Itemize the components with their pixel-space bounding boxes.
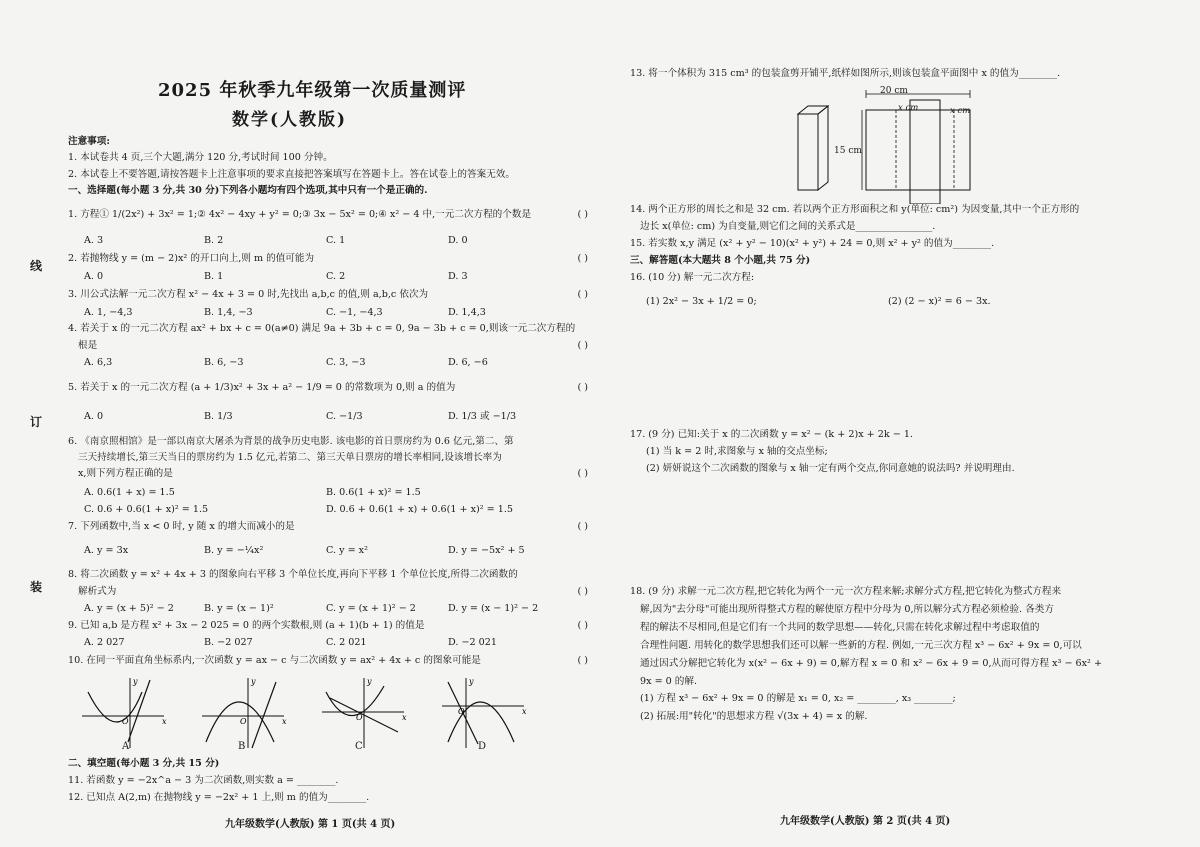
option-d: D. y = −5x² + 5 (448, 545, 525, 556)
option-b: B. 1/3 (204, 411, 233, 422)
graph-label-a: A (122, 741, 130, 752)
option-a: A. y = (x + 5)² − 2 (84, 603, 174, 614)
option-d: D. 1/3 或 −1/3 (448, 411, 517, 422)
note-1: 1. 本试卷共 4 页,三个大题,满分 120 分,考试时间 100 分钟。 (68, 152, 333, 163)
option-b: B. 1,4, −3 (204, 307, 253, 318)
svg-text:y: y (469, 677, 474, 686)
option-b: B. 0.6(1 + x)² = 1.5 (326, 487, 421, 498)
option-a: A. 2 027 (84, 637, 125, 648)
question-16-stem: 16. (10 分) 解一元二次方程: (630, 272, 755, 283)
page-footer: 九年级数学(人教版) 第 1 页(共 4 页) (225, 819, 396, 830)
question-11: 11. 若函数 y = −2x^a − 3 为二次函数,则实数 a = ________. (68, 775, 339, 786)
option-c: C. 2 (326, 271, 346, 282)
answer-paren: ( ) (577, 655, 588, 666)
question-17-part-2: (2) 妍妍说这个二次函数的图象与 x 轴一定有两个交点,你同意她的说法吗? 并说明理由. (646, 463, 1015, 474)
option-d: D. 0.6 + 0.6(1 + x) + 0.6(1 + x)² = 1.5 (326, 504, 514, 515)
question-18-part-1: (1) 方程 x³ − 6x² + 9x = 0 的解是 x₁ = 0, x₂ = ________, x₃ ________; (640, 693, 956, 704)
svg-text:O: O (240, 717, 247, 726)
question-6-line-3: x,则下列方程正确的是 (78, 468, 173, 479)
graph-option-c (318, 672, 408, 752)
svg-text:O: O (122, 717, 129, 726)
question-2-stem: 2. 若抛物线 y = (m − 2)x² 的开口向上,则 m 的值可能为 (68, 253, 315, 264)
question-18-line-4: 合理性问题. 用转化的数学思想我们还可以解一些新的方程. 例如,一元三次方程 x³ − 6x² + 9x = 0,可以 (640, 640, 1082, 651)
question-18-line-2: 解,因为"去分母"可能出现所得整式方程的解使原方程中分母为 0,所以解分式方程必须检验. 各类方 (640, 604, 1054, 615)
option-c: C. 3, −3 (326, 357, 366, 368)
figure-width-label: 20 cm (880, 86, 908, 96)
option-a: A. 0.6(1 + x) = 1.5 (84, 487, 175, 498)
option-d: D. 6, −6 (448, 357, 488, 368)
section-2-heading: 二、填空题(每小题 3 分,共 15 分) (68, 758, 220, 769)
question-4-stem: 4. 若关于 x 的一元二次方程 ax² + bx + c = 0(a≠0) 满足 9a + 3b + c = 0, 9a − 3b + c = 0,则该一元二次方程的 (68, 323, 576, 334)
section-1-heading: 一、选择题(每小题 3 分,共 30 分)下列各小题均有四个选项,其中只有一个是正确的. (68, 185, 428, 196)
note-2: 2. 本试卷上不要答题,请按答题卡上注意事项的要求直接把答案填写在答题卡上。答在试卷上的答案无效。 (68, 169, 515, 180)
answer-paren: ( ) (577, 586, 588, 597)
option-b: B. y = (x − 1)² (204, 603, 274, 614)
svg-text:y: y (251, 677, 256, 686)
question-12: 12. 已知点 A(2,m) 在抛物线 y = −2x² + 1 上,则 m 的值为________. (68, 792, 370, 803)
question-14-line-1: 14. 两个正方形的周长之和是 32 cm. 若以两个正方形面积之和 y(单位: cm²) 为因变量,其中一个正方形的 (630, 204, 1080, 215)
option-a: A. 0 (84, 271, 104, 282)
question-16-part-2: (2) (2 − x)² = 6 − 3x. (888, 296, 991, 307)
answer-paren: ( ) (577, 209, 588, 220)
graph-label-c: C (355, 741, 363, 752)
question-4-stem-cont: 根是 (78, 340, 98, 351)
svg-text:y: y (133, 677, 138, 686)
graph-label-b: B (238, 741, 246, 752)
option-d: D. 0 (448, 235, 468, 246)
question-9-stem: 9. 已知 a,b 是方程 x² + 3x − 2 025 = 0 的两个实数根,则 (a + 1)(b + 1) 的值是 (68, 620, 425, 631)
option-b: B. 1 (204, 271, 224, 282)
option-a: A. 0 (84, 411, 104, 422)
notes-heading: 注意事项: (68, 136, 110, 147)
box-net-figure (792, 84, 992, 204)
question-1-stem: 1. 方程① 1/(2x²) + 3x² = 1;② 4x² − 4xy + y² = 0;③ 3x − 5x² = 0;④ x² − 4 中,一元二次方程的个数是 (68, 209, 532, 220)
svg-text:y: y (367, 677, 372, 686)
option-d: D. 3 (448, 271, 468, 282)
exam-title: 2025 年秋季九年级第一次质量测评 (158, 80, 467, 101)
option-d: D. y = (x − 1)² − 2 (448, 603, 539, 614)
graph-label-d: D (478, 741, 487, 752)
graph-option-a (78, 672, 168, 752)
option-c: C. 2 021 (326, 637, 367, 648)
question-6-line-1: 6. 《南京照相馆》是一部以南京大屠杀为背景的战争历史电影. 该电影的首日票房约为 0.6 亿元,第二、第 (68, 436, 514, 447)
option-c: C. −1/3 (326, 411, 363, 422)
exam-page-2 (600, 0, 1200, 847)
question-17-stem: 17. (9 分) 已知:关于 x 的二次函数 y = x² − (k + 2)x + 2k − 1. (630, 429, 913, 440)
answer-paren: ( ) (577, 253, 588, 264)
option-d: D. −2 021 (448, 637, 497, 648)
question-18-part-2: (2) 拓展:用"转化"的思想求方程 √(3x + 4) = x 的解. (640, 711, 868, 722)
answer-paren: ( ) (577, 382, 588, 393)
graph-option-d (438, 672, 528, 752)
exam-subtitle: 数学(人教版) (232, 110, 348, 130)
question-6-line-2: 三天持续增长,第三天当日的票房约为 1.5 亿元,若第二、第三天单日票房的增长率相同,设该增长率为 (78, 452, 502, 463)
answer-paren: ( ) (577, 521, 588, 532)
section-3-heading: 三、解答题(本大题共 8 个小题,共 75 分) (630, 255, 811, 266)
question-17-part-1: (1) 当 k = 2 时,求图象与 x 轴的交点坐标; (646, 446, 828, 457)
svg-text:O: O (356, 713, 363, 722)
option-c: C. 0.6 + 0.6(1 + x)² = 1.5 (84, 504, 209, 515)
figure-x-label-1: x cm (898, 103, 919, 113)
option-a: A. 6,3 (84, 357, 113, 368)
option-b: B. −2 027 (204, 637, 253, 648)
question-7-stem: 7. 下列函数中,当 x < 0 时, y 随 x 的增大而减小的是 (68, 521, 295, 532)
answer-paren: ( ) (577, 620, 588, 631)
question-3-stem: 3. 川公式法解一元二次方程 x² − 4x + 3 = 0 时,先找出 a,b,c 的值,则 a,b,c 依次为 (68, 289, 429, 300)
question-18-line-5: 通过因式分解把它转化为 x(x² − 6x + 9) = 0,解方程 x = 0 和 x² − 6x + 9 = 0,从而可得方程 x³ − 6x² + (640, 658, 1102, 669)
question-15: 15. 若实数 x,y 满足 (x² + y² − 10)(x² + y²) + 24 = 0,则 x² + y² 的值为________. (630, 238, 995, 249)
question-8-stem: 8. 将二次函数 y = x² + 4x + 3 的图象向右平移 3 个单位长度,再向下平移 1 个单位长度,所得二次函数的 (68, 569, 518, 580)
option-a: A. 3 (84, 235, 104, 246)
svg-text:x: x (282, 717, 287, 726)
answer-paren: ( ) (577, 340, 588, 351)
option-c: C. −1, −4,3 (326, 307, 383, 318)
binding-mark-line: 线 (30, 259, 43, 273)
option-c: C. y = x² (326, 545, 368, 556)
question-18-line-1: 18. (9 分) 求解一元二次方程,把它转化为两个一元一次方程来解;求解分式方程,把它转化为整式方程来 (630, 586, 1062, 597)
option-a: A. 1, −4,3 (84, 307, 133, 318)
question-18-line-6: 9x = 0 的解. (640, 676, 698, 687)
svg-text:x: x (522, 707, 527, 716)
question-18-line-3: 程的解法不尽相同,但是它们有一个共同的数学思想——转化,只需在转化求解过程中考虑取值的 (640, 622, 1040, 633)
svg-text:x: x (162, 717, 167, 726)
answer-paren: ( ) (577, 289, 588, 300)
option-a: A. y = 3x (84, 545, 129, 556)
option-c: C. y = (x + 1)² − 2 (326, 603, 416, 614)
option-b: B. 6, −3 (204, 357, 244, 368)
figure-height-label: 15 cm (834, 146, 862, 156)
graph-option-b (198, 672, 288, 752)
option-b: B. y = −¼x² (204, 545, 264, 556)
answer-paren: ( ) (577, 468, 588, 479)
option-c: C. 1 (326, 235, 346, 246)
binding-mark-bind: 装 (30, 580, 43, 594)
figure-x-label-2: x cm (950, 106, 971, 116)
option-b: B. 2 (204, 235, 224, 246)
question-5-stem: 5. 若关于 x 的一元二次方程 (a + 1/3)x² + 3x + a² − 1/9 = 0 的常数项为 0,则 a 的值为 (68, 382, 456, 393)
question-16-part-1: (1) 2x² − 3x + 1/2 = 0; (646, 296, 757, 307)
option-d: D. 1,4,3 (448, 307, 486, 318)
binding-mark-order: 订 (30, 415, 43, 429)
question-14-line-2: 边长 x(单位: cm) 为自变量,则它们之间的关系式是________________. (640, 221, 936, 232)
question-13: 13. 将一个体积为 315 cm³ 的包装盒剪开铺平,纸样如图所示,则该包装盒平面图中 x 的值为________. (630, 68, 1061, 79)
question-10-stem: 10. 在同一平面直角坐标系内,一次函数 y = ax − c 与二次函数 y = ax² + 4x + c 的图象可能是 (68, 655, 481, 666)
svg-text:O: O (458, 707, 465, 716)
svg-text:x: x (402, 713, 407, 722)
question-8-stem-cont: 解析式为 (78, 586, 117, 597)
page-footer: 九年级数学(人教版) 第 2 页(共 4 页) (780, 816, 951, 827)
